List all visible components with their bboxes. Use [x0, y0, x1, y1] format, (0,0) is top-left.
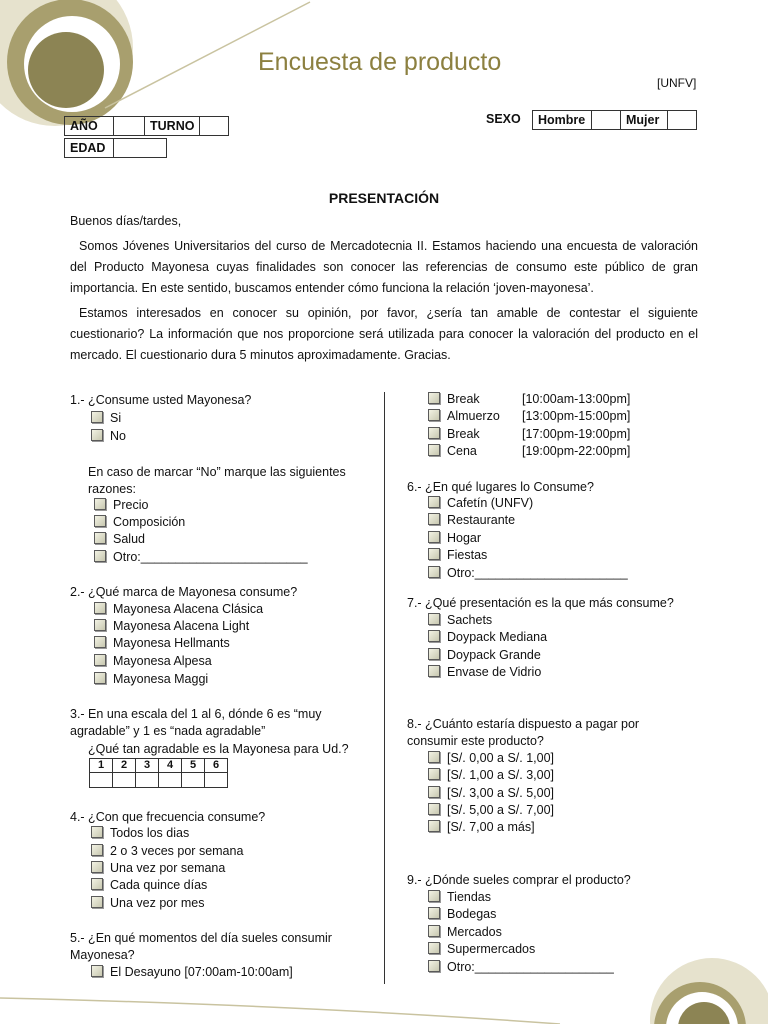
q5-option-time: [10:00am-13:00pm]	[522, 392, 631, 406]
q2-option[interactable]	[94, 635, 230, 652]
q5-option-time: [13:00pm-15:00pm]	[522, 409, 631, 423]
scale-cell[interactable]	[90, 773, 113, 788]
q4-option-label: Una vez por mes	[110, 896, 205, 910]
q9-option[interactable]	[428, 889, 491, 906]
checkbox-icon[interactable]	[428, 392, 440, 404]
scale-label: 5	[182, 759, 205, 773]
checkbox-icon[interactable]	[94, 654, 106, 666]
scale-cell[interactable]	[159, 773, 182, 788]
checkbox-icon[interactable]	[428, 409, 440, 421]
checkbox-icon[interactable]	[428, 960, 440, 972]
checkbox-icon[interactable]	[428, 786, 440, 798]
checkbox-icon[interactable]	[428, 768, 440, 780]
q3-rating-scale	[89, 758, 228, 788]
q9-option[interactable]	[428, 959, 614, 976]
q7-option[interactable]	[428, 664, 541, 681]
q9-option[interactable]	[428, 924, 502, 941]
checkbox-icon[interactable]	[94, 532, 106, 544]
q7-question: 7.- ¿Qué presentación es la que más consume?	[407, 596, 674, 610]
hombre-label: Hombre	[533, 111, 592, 130]
q1-reason[interactable]	[94, 497, 148, 514]
hombre-input[interactable]	[592, 111, 621, 130]
q1-reason-label: Composición	[113, 515, 186, 529]
q7-option-label: Doypack Grande	[447, 648, 541, 662]
ano-turno-fields	[64, 116, 229, 136]
q1-reason-label: Precio	[113, 498, 149, 512]
q4-option-label: Una vez por semana	[110, 861, 226, 875]
checkbox-icon[interactable]	[428, 531, 440, 543]
checkbox-icon[interactable]	[94, 672, 106, 684]
q6-option[interactable]	[428, 547, 487, 564]
greeting: Buenos días/tardes,	[70, 214, 182, 228]
q4-option-label: 2 o 3 veces por semana	[110, 844, 244, 858]
q5-option[interactable]	[428, 426, 630, 443]
checkbox-icon[interactable]	[428, 630, 440, 642]
checkbox-icon[interactable]	[428, 566, 440, 578]
checkbox-icon[interactable]	[428, 925, 440, 937]
q6-option-label: Hogar	[447, 531, 482, 545]
scale-cell[interactable]	[205, 773, 228, 788]
q7-option-label: Sachets	[447, 613, 493, 627]
q5-option-label: Almuerzo	[447, 409, 500, 423]
q2-option-label: Mayonesa Alacena Clásica	[113, 602, 264, 616]
q9-option-label: Tiendas	[447, 890, 492, 904]
q5-option-time: [17:00pm-19:00pm]	[522, 427, 631, 441]
q8-option-label: [S/. 1,00 a S/. 3,00]	[447, 768, 555, 782]
q3-subquestion: ¿Qué tan agradable es la Mayonesa para Ud.?	[88, 742, 349, 756]
q6-option[interactable]	[428, 512, 515, 529]
q5-option-label: El Desayuno	[110, 965, 181, 979]
q2-option[interactable]	[94, 618, 249, 635]
checkbox-icon[interactable]	[428, 942, 440, 954]
mujer-input[interactable]	[668, 111, 697, 130]
q5-option[interactable]	[428, 408, 630, 425]
q5-option-label: Cena	[447, 444, 477, 458]
checkbox-icon[interactable]	[94, 636, 106, 648]
q1-reason-label: Salud	[113, 532, 145, 546]
q2-option[interactable]	[94, 671, 208, 688]
q9-option[interactable]	[428, 906, 496, 923]
q9-option[interactable]	[428, 941, 535, 958]
q8-option[interactable]	[428, 767, 554, 784]
mujer-label: Mujer	[621, 111, 668, 130]
q8-option-label: [S/. 5,00 a S/. 7,00]	[447, 803, 555, 817]
checkbox-icon[interactable]	[94, 619, 106, 631]
edad-field	[64, 138, 167, 158]
q7-option-label: Envase de Vidrio	[447, 665, 542, 679]
ano-input[interactable]	[114, 117, 145, 136]
checkbox-icon[interactable]	[428, 613, 440, 625]
checkbox-icon[interactable]	[428, 820, 440, 832]
edad-label: EDAD	[65, 139, 114, 158]
q4-option[interactable]	[91, 825, 189, 842]
sexo-fields	[532, 110, 697, 130]
q6-option-label: Fiestas	[447, 548, 488, 562]
q8-option[interactable]	[428, 802, 554, 819]
checkbox-icon[interactable]	[94, 498, 106, 510]
q1-option-label: Si	[110, 411, 122, 425]
checkbox-icon[interactable]	[91, 861, 103, 873]
q8-option[interactable]	[428, 750, 554, 767]
q5-option[interactable]	[428, 391, 630, 408]
q1-reason[interactable]	[94, 549, 308, 566]
q8-option-label: [S/. 0,00 a S/. 1,00]	[447, 751, 555, 765]
checkbox-icon[interactable]	[91, 844, 103, 856]
document-title: Encuesta de producto	[258, 48, 502, 76]
scale-label: 3	[136, 759, 159, 773]
checkbox-icon[interactable]	[91, 411, 103, 423]
q9-question: 9.- ¿Dónde sueles comprar el producto?	[407, 873, 631, 887]
checkbox-icon[interactable]	[428, 907, 440, 919]
q5-question: 5.- ¿En qué momentos del día sueles consumir Mayonesa?	[70, 931, 332, 963]
q5-option-label: Break	[447, 392, 480, 406]
q2-option-label: Mayonesa Hellmants	[113, 636, 230, 650]
checkbox-icon[interactable]	[428, 751, 440, 763]
q9-option-label: Supermercados	[447, 942, 536, 956]
q8-option-label: [S/. 7,00 a más]	[447, 820, 535, 834]
q8-option[interactable]	[428, 785, 554, 802]
scale-label: 2	[113, 759, 136, 773]
checkbox-icon[interactable]	[428, 496, 440, 508]
bottom-right-circles-ornament	[650, 958, 768, 1024]
checkbox-icon[interactable]	[91, 878, 103, 890]
q6-option-label: Otro:______________________	[447, 566, 628, 580]
q7-option-label: Doypack Mediana	[447, 630, 548, 644]
q4-option[interactable]	[91, 843, 243, 860]
q9-option-label: Otro:____________________	[447, 960, 614, 974]
q1-reason-label: Otro:________________________	[113, 550, 308, 564]
q4-option-label: Todos los dias	[110, 826, 190, 840]
q5-option[interactable]	[428, 443, 630, 460]
checkbox-icon[interactable]	[91, 429, 103, 441]
q4-option[interactable]	[91, 877, 207, 894]
scale-label: 4	[159, 759, 182, 773]
q6-option-label: Cafetín (UNFV)	[447, 496, 534, 510]
presentation-heading: PRESENTACIÓN	[328, 190, 440, 206]
scale-label: 6	[205, 759, 228, 773]
institution-tag: [UNFV]	[657, 76, 697, 90]
checkbox-icon[interactable]	[428, 444, 440, 456]
q6-option[interactable]	[428, 530, 481, 547]
q5-option[interactable]	[91, 964, 293, 981]
q6-question: 6.- ¿En qué lugares lo Consume?	[407, 480, 594, 494]
q1-question: 1.- ¿Consume usted Mayonesa?	[70, 393, 252, 407]
column-divider	[384, 392, 385, 984]
checkbox-icon[interactable]	[94, 602, 106, 614]
q1-reason[interactable]	[94, 514, 185, 531]
q4-option[interactable]	[91, 895, 204, 912]
intro-paragraph-2: Estamos interesados en conocer su opinión, por favor, ¿sería tan amable de contestar el siguiente cuestionario? La información que nos proporcione será utilizada para conocer la valoración del producto en el mercado. El cuestionario dura 5 minutos aproximadamente. Gracias.	[70, 306, 698, 362]
checkbox-icon[interactable]	[428, 890, 440, 902]
q6-option[interactable]	[428, 495, 533, 512]
checkbox-icon[interactable]	[94, 550, 106, 562]
q8-option[interactable]	[428, 819, 535, 836]
q7-option[interactable]	[428, 612, 492, 629]
q5-option-time: [07:00am-10:00am]	[184, 965, 293, 979]
q5-option-time: [19:00pm-22:00pm]	[522, 444, 631, 458]
checkbox-icon[interactable]	[428, 803, 440, 815]
turno-label: TURNO	[145, 117, 200, 136]
checkbox-icon[interactable]	[91, 965, 103, 977]
q2-option-label: Mayonesa Alacena Light	[113, 619, 250, 633]
q6-option-label: Restaurante	[447, 513, 516, 527]
checkbox-icon[interactable]	[428, 548, 440, 560]
scale-cell[interactable]	[182, 773, 205, 788]
q3-question: 3.- En una escala del 1 al 6, dónde 6 es “muy agradable” y 1 es “nada agradable”	[70, 707, 322, 739]
checkbox-icon[interactable]	[91, 826, 103, 838]
q5-option-label: Break	[447, 427, 480, 441]
q2-question: 2.- ¿Qué marca de Mayonesa consume?	[70, 585, 298, 599]
q2-option-label: Mayonesa Maggi	[113, 672, 209, 686]
checkbox-icon[interactable]	[428, 648, 440, 660]
intro-paragraph-1: Somos Jóvenes Universitarios del curso de Mercadotecnia II. Estamos haciendo una encuesta de valoración del Producto Mayonesa cuyas finalidades son conocer las referencias de consumo este público de gran importancia. En este sentido, buscamos entender cómo funciona la relación ‘joven-mayonesa’.	[70, 239, 698, 295]
sexo-label: SEXO	[486, 112, 521, 126]
q8-question: 8.- ¿Cuánto estaría dispuesto a pagar por consumir este producto?	[407, 717, 640, 749]
q4-option[interactable]	[91, 860, 225, 877]
checkbox-icon[interactable]	[428, 513, 440, 525]
q9-option-label: Bodegas	[447, 907, 497, 921]
q7-option[interactable]	[428, 629, 547, 646]
q1-option[interactable]	[91, 428, 126, 445]
q2-option[interactable]	[94, 601, 263, 618]
q1-option-label: No	[110, 429, 126, 443]
q9-option-label: Mercados	[447, 925, 502, 939]
q2-option-label: Mayonesa Alpesa	[113, 654, 212, 668]
checkbox-icon[interactable]	[94, 515, 106, 527]
scale-cell[interactable]	[136, 773, 159, 788]
edad-input[interactable]	[114, 139, 167, 158]
q1-reason[interactable]	[94, 531, 145, 548]
q4-option-label: Cada quince días	[110, 878, 208, 892]
q7-option[interactable]	[428, 647, 541, 664]
q2-option[interactable]	[94, 653, 212, 670]
q1-option[interactable]	[91, 410, 121, 427]
q4-question: 4.- ¿Con que frecuencia consume?	[70, 810, 266, 824]
checkbox-icon[interactable]	[91, 896, 103, 908]
ano-label: AÑO	[65, 117, 114, 136]
q8-option-label: [S/. 3,00 a S/. 5,00]	[447, 786, 555, 800]
scale-label: 1	[90, 759, 113, 773]
bottom-decor-line	[0, 998, 560, 1024]
checkbox-icon[interactable]	[428, 665, 440, 677]
turno-input[interactable]	[200, 117, 229, 136]
checkbox-icon[interactable]	[428, 427, 440, 439]
q6-option[interactable]	[428, 565, 628, 582]
q1-followup: En caso de marcar “No” marque las siguientes razones:	[88, 465, 346, 497]
scale-cell[interactable]	[113, 773, 136, 788]
